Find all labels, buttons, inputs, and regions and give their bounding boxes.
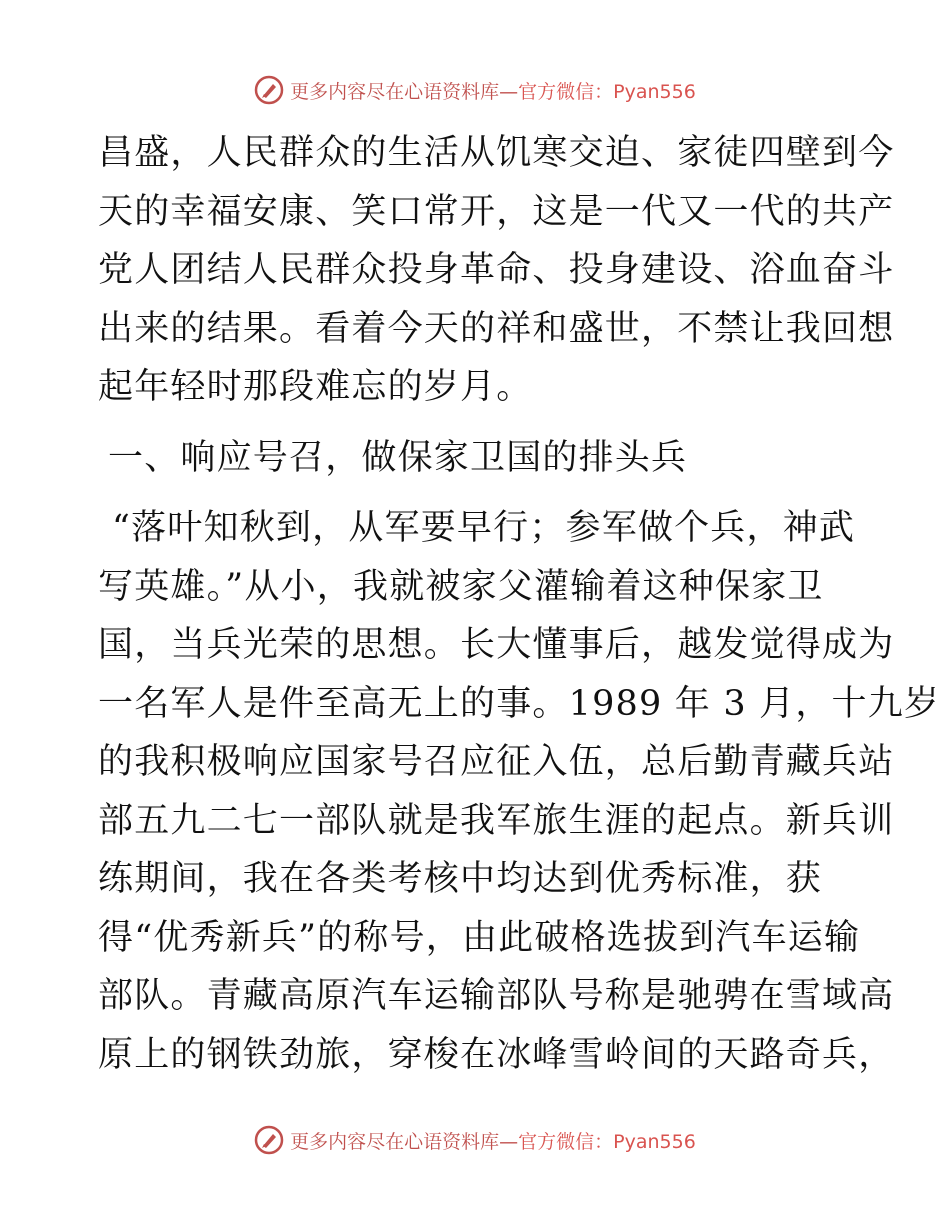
paragraph-line: 原上的钢铁劲旅，穿梭在冰峰雪岭间的天路奇兵， [98,1034,895,1075]
section-heading: 一、响应号召，做保家卫国的排头兵 [108,437,688,478]
footer-watermark [0,1120,950,1160]
paragraph-line: “落叶知秋到，从军要早行；参军做个兵，神武 [112,508,856,548]
watermark-text [290,1127,696,1154]
document-body [98,124,941,1084]
paragraph-line: 起年轻时那段难忘的岁月。 [98,367,533,407]
paragraph-line: 部五九二七一部队就是我军旅生涯的起点。新兵训 [98,800,895,841]
watermark-separator: — [499,80,519,103]
paragraph-line: 党人团结人民群众投身革命、投身建设、浴血奋斗 [98,250,895,290]
paragraph-line: 天的幸福安康、笑口常开，这是一代又一代的共产 [98,191,895,232]
paragraph-line: 部队。青藏高原汽车运输部队号称是驰骋在雪域高 [98,976,895,1016]
header-watermark [0,70,950,110]
watermark-text [290,77,696,104]
paragraph-line: 国，当兵光荣的思想。长大懂事后，越发觉得成为 [98,625,895,665]
paragraph-line: 昌盛，人民群众的生活从饥寒交迫、家徒四壁到今 [98,133,895,173]
paragraph-line: 练期间，我在各类考核中均达到优秀标准，获 [98,859,823,899]
pen-nib-icon [254,75,284,105]
paragraph-line: 的我积极响应国家号召应征入伍，总后勤青藏兵站 [98,742,895,782]
paragraph-line: 写英雄。”从小，我就被家父灌输着这种保家卫 [98,566,824,607]
pen-nib-icon [254,1125,284,1155]
watermark-main: 更多内容尽在心语资料库 [290,1130,500,1153]
watermark-separator: — [499,1130,519,1153]
paragraph-line: 一名军人是件至高无上的事。1989 年 3 月，十九岁 [98,683,941,724]
paragraph-line: 得“优秀新兵”的称号，由此破格选拔到汽车运输 [98,917,861,958]
paragraph-line: 出来的结果。看着今天的祥和盛世，不禁让我回想 [98,308,895,349]
watermark-wechat: 官方微信：Pyan556 [518,80,696,103]
watermark-wechat: 官方微信：Pyan556 [518,1130,696,1153]
watermark-main: 更多内容尽在心语资料库 [290,80,500,103]
